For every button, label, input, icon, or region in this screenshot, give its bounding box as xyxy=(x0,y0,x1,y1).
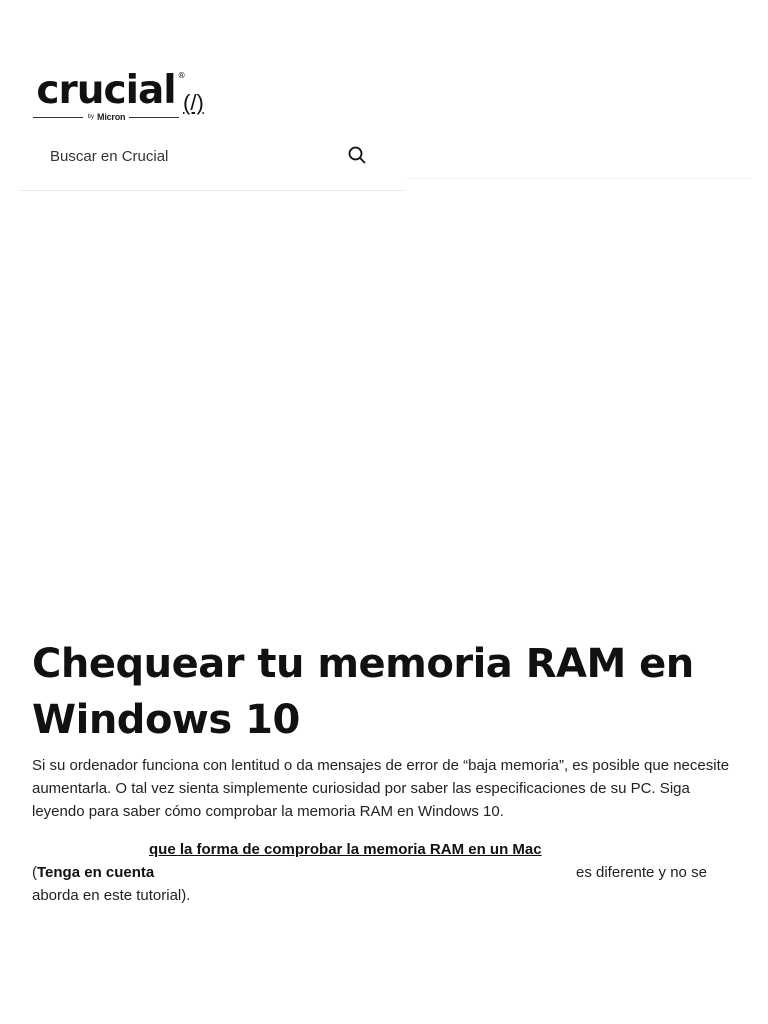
logo-by-text: by xyxy=(87,114,95,120)
header-divider xyxy=(406,178,752,179)
home-logo-link[interactable] xyxy=(30,68,204,122)
logo-registered-mark: ® xyxy=(177,71,185,80)
search-bar xyxy=(20,138,406,191)
site-header xyxy=(0,0,768,200)
note-rest-text: es diferente y no se xyxy=(576,864,707,881)
search-button[interactable] xyxy=(344,144,370,168)
intro-paragraph: Si su ordenador funciona con lentitud o da mensajes de error de “baja memoria”, es posible que necesite aumentarla. O tal vez sienta simplemente curiosidad por saber las especificaciones de su PC. Siga leyendo para saber cómo comprobar la memoria RAM en Windows 10. xyxy=(32,757,730,820)
page-title: Chequear tu memoria RAM en Windows 10 xyxy=(32,641,694,743)
note-end-text: aborda en este tutorial). xyxy=(32,887,191,904)
crucial-logo xyxy=(30,68,185,122)
logo-text: crucial xyxy=(36,68,176,113)
logo-micron-text: Micron xyxy=(97,112,126,122)
note-bold-text: Tenga en cuenta xyxy=(37,864,155,881)
article-content xyxy=(32,636,732,907)
logo-path-label[interactable]: (/) xyxy=(183,90,204,115)
logo-wordmark xyxy=(36,68,185,113)
search-icon xyxy=(347,145,367,165)
logo-line-left xyxy=(33,117,83,118)
logo-line-right xyxy=(129,117,179,118)
mac-note-paragraph xyxy=(32,837,732,907)
logo-byline xyxy=(33,112,179,122)
search-input[interactable] xyxy=(50,144,340,168)
note-open-paren: ( xyxy=(32,864,37,881)
mac-ram-link[interactable]: que la forma de comprobar la memoria RAM en un Mac xyxy=(149,841,542,858)
